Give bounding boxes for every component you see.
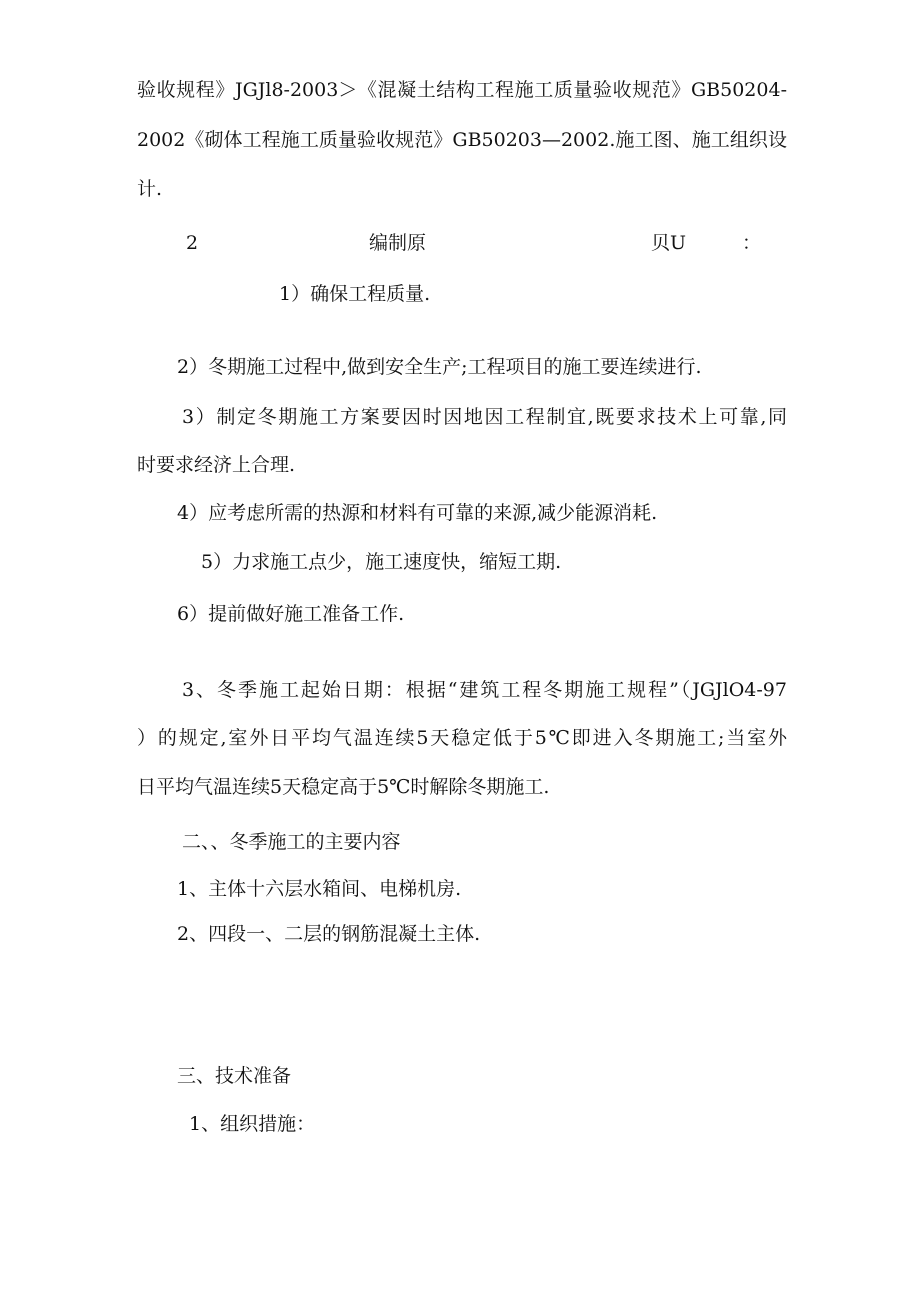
- intro-line-3: 计.: [137, 178, 163, 200]
- intro-line-2: 2002《砌体工程施工质量验收规范》GB50203—2002.施工图、施工组织设: [137, 129, 787, 151]
- section2-number: 2: [186, 232, 199, 254]
- principle-6: 6）提前做好施工准备工作.: [177, 603, 405, 625]
- section2-text2: 贝U: [651, 232, 687, 254]
- start-date-line-1: 3、冬季施工起始日期：根据“建筑工程冬期施工规程”（JGJlO4-97: [182, 679, 787, 701]
- intro-line-1: 验收规程》JGJl8-2003＞《混凝土结构工程施工质量验收规范》GB50204-: [137, 79, 787, 101]
- section2-colon: ：: [742, 232, 762, 254]
- main-content-item-1: 1、主体十六层水箱间、电梯机房.: [177, 878, 462, 900]
- technical-prep-item-1: 1、组织措施：: [189, 1113, 316, 1135]
- technical-prep-heading: 三、技术准备: [177, 1065, 292, 1087]
- principle-3-cont: 时要求经济上合理.: [137, 454, 296, 476]
- principle-3: 3）制定冬期施工方案要因时因地因工程制宜,既要求技术上可靠,同: [182, 406, 787, 428]
- main-content-heading: 二、、冬季施工的主要内容: [182, 831, 401, 853]
- principle-1: 1）确保工程质量.: [279, 283, 431, 305]
- section2-text: 编制原: [369, 232, 427, 254]
- principle-2: 2）冬期施工过程中,做到安全生产;工程项目的施工要连续进行.: [177, 356, 702, 378]
- start-date-line-2: ）的规定,室外日平均气温连续5天稳定低于5℃即进入冬期施工;当室外: [137, 727, 787, 749]
- main-content-item-2: 2、四段一、二层的钢筋混凝土主体.: [177, 923, 481, 945]
- principle-4: 4）应考虑所需的热源和材料有可靠的来源,减少能源消耗.: [177, 502, 658, 524]
- start-date-line-3: 日平均气温连续5天稳定高于5℃时解除冬期施工.: [137, 776, 550, 798]
- principle-5: 5）力求施工点少，施工速度快，缩短工期.: [201, 551, 562, 573]
